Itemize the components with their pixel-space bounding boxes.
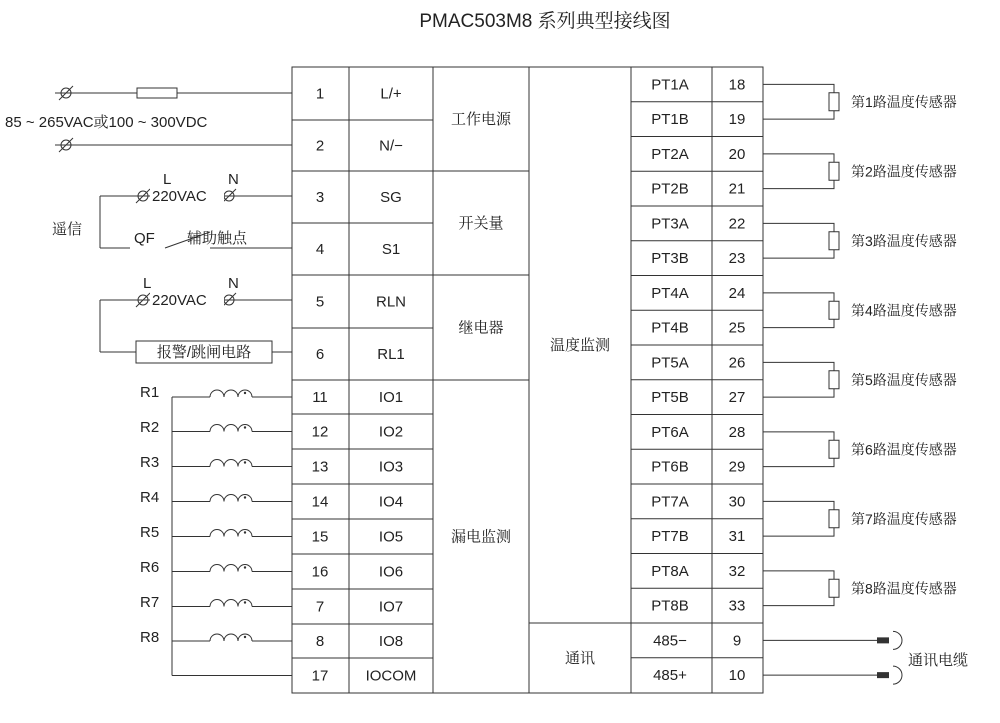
- terminal-signal: PT3A: [651, 215, 689, 233]
- terminal-number: 15: [311, 528, 329, 546]
- terminal-number: 10: [728, 667, 746, 685]
- polarity-dot: [244, 636, 246, 638]
- sensor-label: 第4路温度传感器: [851, 302, 957, 319]
- sensor-label: 第2路温度传感器: [851, 163, 957, 180]
- terminal-signal: PT5B: [651, 389, 689, 407]
- function-group-label: 漏电监测: [450, 528, 512, 546]
- terminal-signal: IO1: [378, 389, 404, 406]
- terminal-number: 33: [728, 597, 746, 615]
- comm-cable-circuit: [763, 631, 902, 684]
- polarity-dot: [244, 566, 246, 568]
- polarity-dot: [244, 461, 246, 463]
- terminal-number: 22: [728, 215, 746, 233]
- sensor-wire: [763, 571, 834, 606]
- terminal-number: 13: [311, 458, 329, 476]
- ac-voltage-label: 220VAC: [152, 188, 207, 205]
- terminal-number: 17: [311, 667, 329, 685]
- terminal-signal: PT7B: [651, 528, 689, 546]
- terminal-signal: PT6B: [651, 458, 689, 476]
- terminal-number: 5: [315, 293, 325, 311]
- terminal-signal: PT8A: [651, 562, 689, 580]
- terminal-signal: IO2: [378, 423, 404, 441]
- terminal-number: 32: [728, 562, 746, 580]
- ct-label: R5: [140, 524, 160, 541]
- terminal-signal: IO4: [378, 493, 404, 511]
- fuse-icon: [137, 88, 177, 98]
- rtd-sensor-icon: [829, 579, 839, 597]
- terminal-signal: IO7: [378, 598, 404, 616]
- ct-label: R2: [140, 419, 160, 436]
- rtd-sensor-icon: [829, 371, 839, 389]
- terminal-signal: L/+: [380, 85, 402, 103]
- terminal-signal: IOCOM: [365, 667, 417, 685]
- terminal-number: 12: [311, 423, 329, 441]
- cable-plug-icon: [877, 637, 889, 643]
- terminal-number: 7: [315, 598, 325, 616]
- terminal-number: 9: [732, 632, 742, 650]
- sensor-wire: [763, 84, 834, 119]
- sensor-wire: [763, 154, 834, 189]
- sensor-wire: [763, 362, 834, 397]
- rtd-sensor-icon: [829, 510, 839, 528]
- terminal-signal: PT7A: [651, 493, 689, 511]
- terminal-number: 8: [315, 633, 325, 650]
- sensor-label: 第6路温度传感器: [851, 441, 957, 458]
- terminal-number: 4: [315, 241, 325, 258]
- terminal-signal: IO5: [378, 528, 404, 546]
- terminal-signal: PT1B: [651, 111, 689, 129]
- alarm-trip-label: 报警/跳闸电路: [156, 344, 252, 361]
- sensor-label: 第5路温度传感器: [851, 371, 957, 388]
- terminal-signal: PT2B: [651, 180, 689, 198]
- sensor-wire: [763, 501, 834, 536]
- terminal-signal: PT6A: [651, 423, 689, 441]
- terminal-signal: PT2A: [651, 145, 689, 163]
- terminal-signal: PT5A: [651, 354, 689, 372]
- polarity-dot: [244, 601, 246, 603]
- sensor-label: 第8路温度传感器: [851, 580, 957, 597]
- power-supply-label: 85 ~ 265VAC或100 ~ 300VDC: [5, 114, 208, 131]
- cable-plug-icon: [877, 672, 889, 678]
- ct-label: R8: [140, 629, 160, 646]
- function-group-label: 通讯: [564, 649, 596, 667]
- ct-label: R3: [140, 454, 160, 471]
- qf-label: QF: [134, 230, 155, 247]
- polarity-dot: [244, 496, 246, 498]
- ac-voltage-label: 220VAC: [152, 292, 207, 309]
- right-terminal-rows: [529, 76, 763, 684]
- terminal-signal: 485−: [653, 632, 687, 650]
- ct-label: R4: [140, 489, 160, 506]
- terminal-number: 18: [728, 76, 746, 94]
- terminal-signal: RLN: [375, 293, 407, 311]
- terminal-number: 30: [728, 493, 746, 511]
- terminal-number: 21: [728, 180, 746, 198]
- rtd-sensor-icon: [829, 301, 839, 319]
- diagram-title: PMAC503M8 系列典型接线图: [419, 11, 671, 32]
- terminal-number: 14: [311, 493, 329, 511]
- terminal-signal: IO3: [378, 458, 404, 476]
- comm-cable-label: 通讯电缆: [908, 652, 969, 669]
- terminal-number: 6: [315, 346, 325, 363]
- terminal-signal: PT1A: [651, 76, 689, 94]
- ct-label: R1: [140, 384, 160, 401]
- l-label: L: [143, 275, 152, 292]
- right-function-groups: [550, 336, 610, 667]
- polarity-dot: [244, 426, 246, 428]
- function-group-label: 继电器: [458, 319, 504, 337]
- terminal-number: 3: [315, 189, 325, 206]
- polarity-dot: [244, 392, 246, 394]
- terminal-signal: IO6: [378, 563, 404, 581]
- terminal-signal: S1: [381, 241, 401, 258]
- terminal-number: 23: [728, 250, 746, 268]
- terminal-number: 25: [728, 319, 746, 337]
- terminal-number: 28: [728, 423, 746, 441]
- terminal-number: 11: [312, 389, 328, 406]
- left-function-groups: [451, 110, 512, 546]
- rtd-sensor-icon: [829, 440, 839, 458]
- terminal-signal: PT4A: [651, 284, 689, 302]
- l-label: L: [163, 171, 172, 188]
- terminal-number: 27: [728, 389, 746, 407]
- function-group-label: 温度监测: [549, 337, 611, 354]
- cable-end-icon: [893, 666, 902, 684]
- sensor-label: 第3路温度传感器: [851, 232, 957, 249]
- terminal-signal: IO8: [378, 633, 404, 650]
- terminal-signal: PT8B: [651, 597, 689, 615]
- terminal-signal: 485+: [653, 667, 687, 685]
- function-group-label: 开关量: [458, 215, 504, 232]
- temperature-sensors: [763, 84, 957, 605]
- rtd-sensor-icon: [829, 162, 839, 180]
- terminal-number: 26: [728, 354, 746, 372]
- sensor-wire: [763, 293, 834, 328]
- terminal-signal: N/−: [379, 137, 403, 155]
- terminal-number: 31: [728, 528, 746, 546]
- rtd-sensor-icon: [829, 232, 839, 250]
- n-label: N: [228, 275, 239, 292]
- terminal-signal: PT3B: [651, 250, 689, 268]
- terminal-signal: RL1: [377, 346, 405, 363]
- sensor-label: 第7路温度传感器: [851, 510, 957, 527]
- terminal-number: 29: [728, 458, 746, 476]
- aux-contact-label: 辅助触点: [187, 230, 248, 247]
- terminal-number: 1: [315, 85, 325, 103]
- terminal-signal: SG: [380, 189, 402, 206]
- left-terminal-rows: [292, 86, 529, 685]
- terminal-number: 24: [728, 284, 746, 302]
- ct-label: R6: [140, 559, 160, 576]
- cable-end-icon: [893, 631, 902, 649]
- polarity-dot: [244, 531, 246, 533]
- terminal-number: 2: [315, 137, 325, 155]
- sensor-label: 第1路温度传感器: [851, 93, 957, 110]
- rtd-sensor-icon: [829, 93, 839, 111]
- remote-signal-label: 遥信: [52, 221, 83, 238]
- leakage-ct-circuit: [140, 384, 292, 676]
- n-label: N: [228, 171, 239, 188]
- terminal-number: 20: [728, 145, 746, 163]
- function-group-label: 工作电源: [450, 111, 512, 128]
- ct-label: R7: [140, 594, 160, 611]
- sensor-wire: [763, 223, 834, 258]
- sensor-wire: [763, 432, 834, 467]
- terminal-number: 16: [311, 563, 329, 581]
- terminal-number: 19: [728, 111, 746, 129]
- terminal-signal: PT4B: [651, 319, 689, 337]
